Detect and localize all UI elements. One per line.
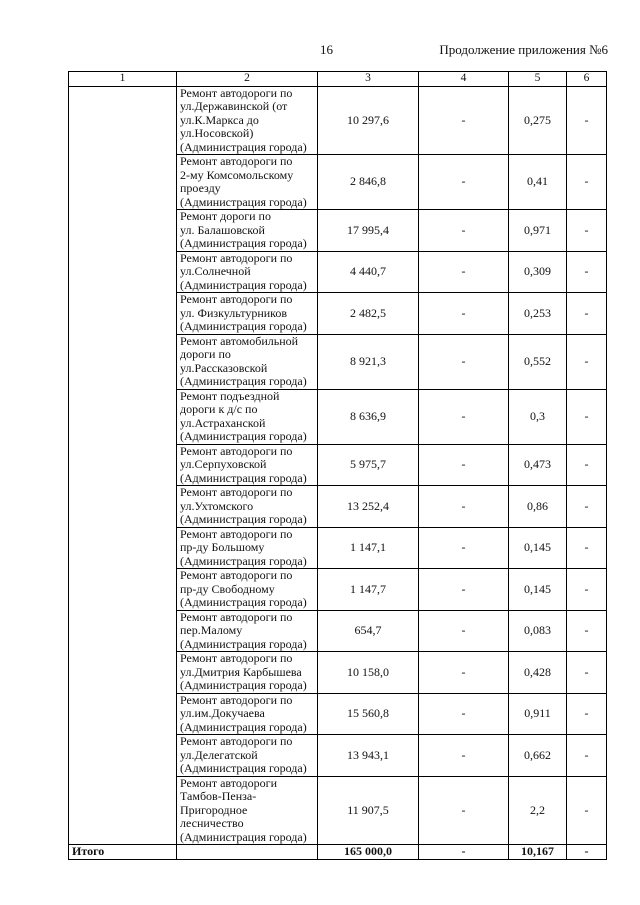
- work-description-line: Ремонт автомобильной: [180, 333, 299, 348]
- work-description-line: (Администрация города): [180, 636, 307, 651]
- amount-cell: 654,7: [318, 610, 419, 652]
- column-6-cell: -: [567, 527, 607, 569]
- work-description-line: Ремонт автодороги по: [180, 292, 293, 306]
- column-header-5: 5: [509, 72, 567, 87]
- work-description-line: (Администрация города): [180, 512, 307, 526]
- length-cell: 0,86: [509, 486, 567, 528]
- length-cell: 0,253: [509, 293, 567, 335]
- work-description-cell: [177, 210, 318, 252]
- work-description-line: дороги по: [180, 347, 231, 361]
- work-description-line: ул. Балашовской: [180, 222, 265, 237]
- work-description-cell: [177, 444, 318, 486]
- column-6-cell: -: [567, 735, 607, 777]
- table-row: [69, 86, 607, 155]
- length-cell: 0,41: [509, 155, 567, 210]
- work-description-line: Ремонт автодороги по: [180, 692, 293, 707]
- work-description-line: (Администрация города): [180, 194, 307, 209]
- work-description-cell: [177, 652, 318, 694]
- work-description-line: (Администрация города): [180, 719, 307, 734]
- total-col6: -: [567, 845, 607, 860]
- column-4-cell: -: [419, 210, 509, 252]
- amount-cell: 10 297,6: [318, 86, 419, 155]
- length-cell: 0,552: [509, 334, 567, 389]
- work-description-line: ул.Рассказовской: [180, 360, 268, 375]
- work-description-line: Ремонт автодороги по: [180, 568, 293, 582]
- work-description-line: (Администрация города): [180, 595, 307, 609]
- column-4-cell: -: [419, 389, 509, 444]
- total-amount: 165 000,0: [318, 845, 419, 860]
- work-description-line: Ремонт автодороги по: [180, 734, 293, 748]
- column-6-cell: -: [567, 776, 607, 845]
- work-description-line: лесничество: [180, 816, 244, 830]
- length-cell: 0,473: [509, 444, 567, 486]
- work-description-line: (Администрация города): [180, 829, 307, 844]
- column-4-cell: -: [419, 334, 509, 389]
- work-description-line: ул. Физкультурников: [180, 305, 288, 320]
- amount-cell: 8 921,3: [318, 334, 419, 389]
- work-description-line: (Администрация города): [180, 470, 307, 485]
- work-description-line: Ремонт автодороги по: [180, 85, 293, 100]
- column-4-cell: -: [419, 735, 509, 777]
- work-description-line: ул.Державинской (от: [180, 99, 288, 113]
- work-description-line: пер.Малому: [180, 623, 243, 637]
- length-cell: 0,145: [509, 527, 567, 569]
- work-description-line: (Администрация города): [180, 553, 307, 568]
- amount-cell: 1 147,1: [318, 527, 419, 569]
- work-description-cell: [177, 86, 318, 155]
- work-description-line: ул.К.Маркса до: [180, 112, 259, 127]
- work-description-cell: [177, 610, 318, 652]
- column-6-cell: -: [567, 86, 607, 155]
- amount-cell: 15 560,8: [318, 693, 419, 735]
- amount-cell: 10 158,0: [318, 652, 419, 694]
- work-description-line: (Администрация города): [180, 761, 307, 775]
- length-cell: 0,3: [509, 389, 567, 444]
- total-label: Итого: [69, 845, 177, 860]
- work-description-line: ул.Серпуховской: [180, 457, 267, 471]
- merged-column-1-cell: [69, 86, 177, 845]
- length-cell: 2,2: [509, 776, 567, 845]
- work-description-cell: [177, 527, 318, 569]
- appendix-continuation-label: Продолжение приложения №6: [439, 42, 608, 57]
- amount-cell: 2 482,5: [318, 293, 419, 335]
- column-header-1: 1: [69, 72, 177, 87]
- work-description-cell: [177, 251, 318, 293]
- column-4-cell: -: [419, 86, 509, 155]
- amount-cell: 8 636,9: [318, 389, 419, 444]
- column-4-cell: -: [419, 527, 509, 569]
- work-description-line: пр-ду Свободному: [180, 581, 275, 596]
- work-description-line: (Администрация города): [180, 277, 307, 292]
- work-description-line: ул.Астраханской: [180, 415, 266, 430]
- work-description-line: Ремонт автодороги по: [180, 651, 293, 665]
- column-6-cell: -: [567, 569, 607, 611]
- amount-cell: 2 846,8: [318, 155, 419, 210]
- length-cell: 0,971: [509, 210, 567, 252]
- column-4-cell: -: [419, 693, 509, 735]
- length-cell: 0,145: [509, 569, 567, 611]
- work-description-line: (Администрация города): [180, 374, 307, 388]
- length-cell: 0,911: [509, 693, 567, 735]
- column-header-6: 6: [567, 72, 607, 87]
- column-6-cell: -: [567, 293, 607, 335]
- column-4-cell: -: [419, 652, 509, 694]
- total-col4: -: [419, 845, 509, 860]
- work-description-line: Ремонт дороги по: [180, 209, 271, 223]
- work-description-line: пр-ду Большому: [180, 540, 265, 554]
- roads-repair-table: [68, 71, 607, 860]
- column-header-2: 2: [177, 72, 318, 87]
- work-description-line: Ремонт автодороги по: [180, 443, 293, 458]
- work-description-line: ул.Дмитрия Карбышева: [180, 664, 302, 679]
- length-cell: 0,428: [509, 652, 567, 694]
- work-description-line: (Администрация города): [180, 236, 307, 250]
- work-description-line: Ремонт подъездной: [180, 388, 280, 403]
- work-description-cell: [177, 486, 318, 528]
- column-4-cell: -: [419, 155, 509, 210]
- amount-cell: 13 943,1: [318, 735, 419, 777]
- total-row: [69, 845, 607, 860]
- column-number-row: [69, 72, 607, 87]
- work-description-line: ул.Солнечной: [180, 264, 251, 278]
- column-4-cell: -: [419, 444, 509, 486]
- work-description-line: (Администрация города): [180, 139, 307, 154]
- work-description-line: ул.Ухтомского: [180, 498, 254, 513]
- column-6-cell: -: [567, 486, 607, 528]
- work-description-cell: [177, 693, 318, 735]
- column-header-3: 3: [318, 72, 419, 87]
- column-6-cell: -: [567, 610, 607, 652]
- amount-cell: 11 907,5: [318, 776, 419, 845]
- total-length: 10,167: [509, 845, 567, 860]
- work-description-line: дороги к д/с по: [180, 402, 258, 416]
- amount-cell: 13 252,4: [318, 486, 419, 528]
- work-description-cell: [177, 389, 318, 444]
- work-description-line: Ремонт автодороги по: [180, 250, 293, 265]
- work-description-cell: [177, 293, 318, 335]
- amount-cell: 17 995,4: [318, 210, 419, 252]
- work-description-cell: [177, 334, 318, 389]
- work-description-line: Пригородное: [180, 802, 248, 817]
- work-description-line: проезду: [180, 181, 221, 195]
- work-description-line: Ремонт автодороги по: [180, 154, 293, 168]
- work-description-line: Ремонт автодороги по: [180, 609, 293, 624]
- work-description-cell: [177, 735, 318, 777]
- column-6-cell: -: [567, 334, 607, 389]
- column-4-cell: -: [419, 776, 509, 845]
- work-description-line: ул.Носовской): [180, 126, 254, 140]
- work-description-line: ул.Делегатской: [180, 747, 258, 762]
- work-description-cell: [177, 569, 318, 611]
- column-6-cell: -: [567, 652, 607, 694]
- column-6-cell: -: [567, 155, 607, 210]
- work-description-line: 2-му Комсомольскому: [180, 167, 294, 182]
- work-description-cell: [177, 776, 318, 845]
- column-header-4: 4: [419, 72, 509, 87]
- page-number: 16: [320, 42, 333, 57]
- column-4-cell: -: [419, 486, 509, 528]
- column-4-cell: -: [419, 569, 509, 611]
- column-4-cell: -: [419, 251, 509, 293]
- amount-cell: 5 975,7: [318, 444, 419, 486]
- amount-cell: 4 440,7: [318, 251, 419, 293]
- work-description-line: Тамбов-Пенза-: [180, 789, 257, 803]
- table-body: [69, 86, 607, 845]
- length-cell: 0,083: [509, 610, 567, 652]
- column-6-cell: -: [567, 444, 607, 486]
- column-6-cell: -: [567, 210, 607, 252]
- column-6-cell: -: [567, 251, 607, 293]
- work-description-line: Ремонт автодороги: [180, 775, 277, 790]
- total-name-cell: [177, 845, 318, 860]
- column-4-cell: -: [419, 293, 509, 335]
- column-6-cell: -: [567, 389, 607, 444]
- work-description-cell: [177, 155, 318, 210]
- length-cell: 0,662: [509, 735, 567, 777]
- work-description-line: Ремонт автодороги по: [180, 526, 293, 541]
- work-description-line: ул.им.Докучаева: [180, 706, 265, 720]
- column-6-cell: -: [567, 693, 607, 735]
- work-description-line: (Администрация города): [180, 678, 307, 692]
- work-description-line: (Администрация города): [180, 429, 307, 443]
- amount-cell: 1 147,7: [318, 569, 419, 611]
- work-description-line: Ремонт автодороги по: [180, 485, 293, 499]
- length-cell: 0,275: [509, 86, 567, 155]
- work-description-line: (Администрация города): [180, 319, 307, 333]
- column-4-cell: -: [419, 610, 509, 652]
- length-cell: 0,309: [509, 251, 567, 293]
